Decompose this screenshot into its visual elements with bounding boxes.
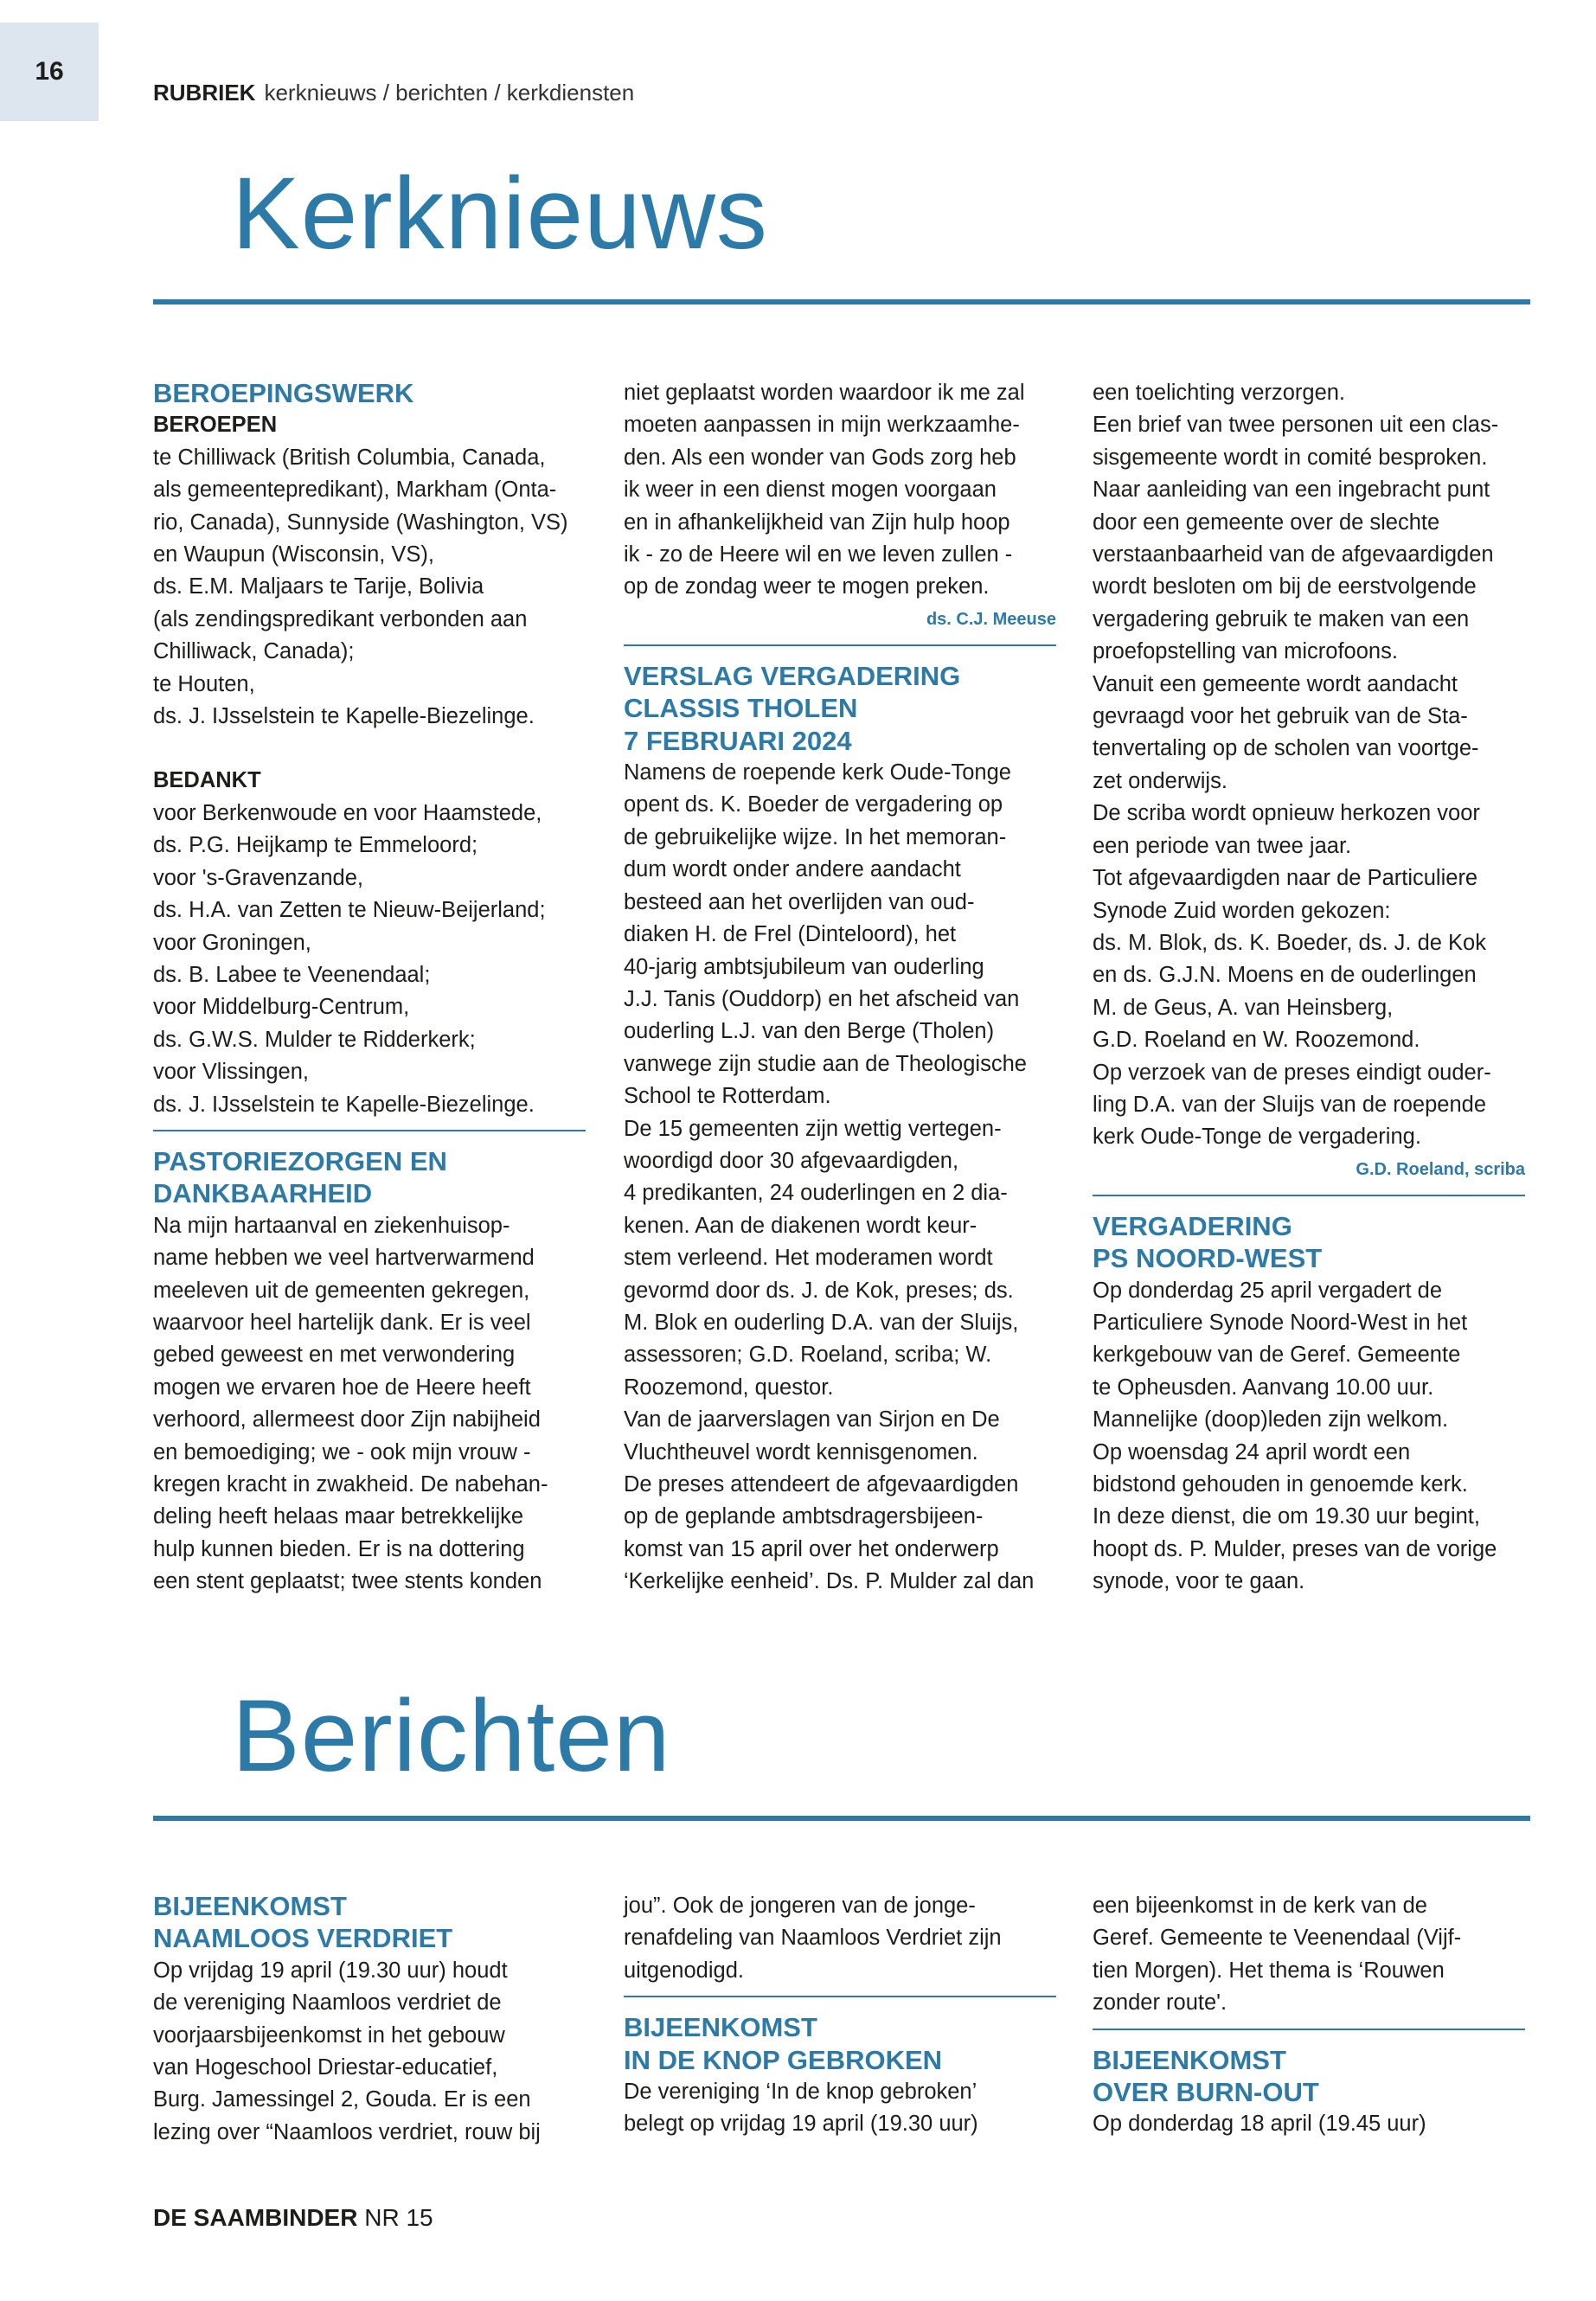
rubriek-header (153, 80, 634, 106)
bedankt-line: voor Berkenwoude en voor Haamstede, (153, 800, 542, 825)
ps-noord-west-line: hoopt ds. P. Mulder, preses van de vorige (1093, 1536, 1497, 1561)
verslag-heading-line: VERSLAG VERGADERING (624, 660, 961, 691)
ps-noord-west-line: kerkgebouw van de Geref. Gemeente (1093, 1343, 1461, 1368)
bedankt-line: ds. G.W.S. Mulder te Ridderkerk; (153, 1027, 476, 1052)
burn-out-heading-line: BIJEENKOMST (1093, 2044, 1286, 2075)
knop-gebroken-line-group (1093, 1890, 1525, 2020)
divider (1093, 2029, 1525, 2030)
pastoriezorgen-line: den. Als een wonder van Gods zorg heb (624, 445, 1016, 470)
pastoriezorgen-line: en bemoediging; we - ook mijn vrouw - (153, 1439, 531, 1465)
beroepen-line: Chilliwack, Canada); (153, 639, 355, 664)
pastoriezorgen-heading-line-group (153, 1145, 586, 1210)
ps-noord-west-line: bidstond gehouden in genoemde kerk. (1093, 1472, 1468, 1497)
beroepingswerk-heading: BEROEPINGSWERK (153, 378, 414, 408)
naamloos-verdriet-heading-line: NAAMLOOS VERDRIET (153, 1923, 453, 1954)
verslag-line-group (624, 757, 1056, 1599)
beroepen-line: ds. J. IJsselstein te Kapelle-Biezelinge. (153, 704, 535, 729)
verslag-line: en ds. G.J.N. Moens en de ouderlingen (1093, 963, 1477, 988)
pastoriezorgen-line: name hebben we veel hartverwarmend (153, 1246, 535, 1271)
knop-gebroken-line: zonder route'. (1093, 1990, 1227, 2016)
verslag-line: Tot afgevaardigden naar de Particuliere (1093, 866, 1478, 891)
knop-gebroken-line: een bijeenkomst in de kerk van de (1093, 1894, 1427, 1918)
verslag-line: School te Rotterdam. (624, 1084, 831, 1109)
beroepen-line: te Chilliwack (British Columbia, Canada, (153, 445, 546, 470)
rubriek-text: kerknieuws / berichten / kerkdiensten (264, 80, 635, 106)
knop-gebroken-heading-line: IN DE KNOP GEBROKEN (624, 2044, 943, 2075)
knop-gebroken-line: tien Morgen). Het thema is ‘Rouwen (1093, 1958, 1445, 1983)
knop-gebroken-line-group (624, 2076, 1056, 2141)
verslag-line: Op verzoek van de preses eindigt ouder- (1093, 1060, 1491, 1085)
verslag-line: door een gemeente over de slechte (1093, 510, 1440, 535)
verslag-line: Een brief van twee personen uit een clas- (1093, 413, 1499, 438)
ps-noord-west-line: Op woensdag 24 april wordt een (1093, 1439, 1411, 1465)
verslag-line: zet onderwijs. (1093, 768, 1227, 793)
pastoriezorgen-line: Na mijn hartaanval en ziekenhuisop- (153, 1213, 510, 1238)
verslag-line: tenvertaling op de scholen van voortge- (1093, 736, 1479, 761)
pastoriezorgen-line: een stent geplaatst; twee stents konden (153, 1569, 542, 1594)
verslag-line-group (1093, 377, 1525, 1154)
naamloos-verdriet-line-group (153, 1955, 586, 2149)
pastoriezorgen-line: kregen kracht in zwakheid. De nabehan- (153, 1472, 548, 1497)
ps-noord-west-line: In deze dienst, die om 19.30 uur begint, (1093, 1504, 1480, 1529)
verslag-line: De 15 gemeenten zijn wettig vertegen- (624, 1116, 1002, 1141)
ps-noord-west-line: Mannelijke (doop)leden zijn welkom. (1093, 1407, 1449, 1433)
pastoriezorgen-heading-line: PASTORIEZORGEN EN (153, 1145, 447, 1176)
verslag-line: komst van 15 april over het onderwerp (624, 1536, 999, 1561)
naamloos-verdriet-line: voorjaarsbijeenkomst in het gebouw (153, 2022, 505, 2048)
verslag-line: Vanuit een gemeente wordt aandacht (1093, 671, 1458, 696)
verslag-line: ling D.A. van der Sluijs van de roepende (1093, 1092, 1487, 1117)
kerknieuws-column-3 (1093, 377, 1525, 1599)
burn-out-line-group (1093, 2108, 1525, 2140)
pastoriezorgen-line: deling heeft helaas maar betrekkelijke (153, 1504, 524, 1529)
bedankt-line: ds. J. IJsselstein te Kapelle-Biezelinge. (153, 1092, 535, 1117)
ps-noord-west-line-group (1093, 1275, 1525, 1599)
berichten-column-2 (624, 1890, 1056, 2141)
pastoriezorgen-line: verhoord, allermeest door Zijn nabijheid (153, 1407, 541, 1433)
verslag-line: ‘Kerkelijke eenheid’. Ds. P. Mulder zal dan (624, 1569, 1035, 1594)
divider (624, 1996, 1056, 1997)
beroepen-line: (als zendingspredikant verbonden aan (153, 606, 528, 631)
verslag-line: Van de jaarverslagen van Sirjon en De (624, 1407, 1000, 1433)
signature-meeuse: ds. C.J. Meeuse (926, 609, 1056, 629)
verslag-line: een toelichting verzorgen. (1093, 381, 1346, 405)
kerknieuws-column-2 (624, 377, 1056, 1599)
naamloos-verdriet-heading-line-group (153, 1890, 586, 1955)
verslag-line: Vluchtheuvel wordt kennisgenomen. (624, 1439, 978, 1465)
verslag-line: assessoren; G.D. Roeland, scriba; W. (624, 1343, 992, 1368)
verslag-line: woordigd door 30 afgevaardigden, (624, 1148, 959, 1173)
verslag-line: diaken H. de Frel (Dinteloord), het (624, 922, 957, 947)
pastoriezorgen-line: ik weer in een dienst mogen voorgaan (624, 478, 997, 503)
verslag-line: besteed aan het overlijden van oud- (624, 889, 975, 914)
beroepen-line: ds. E.M. Maljaars te Tarije, Bolivia (153, 574, 484, 599)
divider (153, 1130, 586, 1131)
kerknieuws-column-1 (153, 377, 586, 1599)
kerknieuws-title: Kerknieuws (232, 157, 768, 271)
verslag-line: wordt besloten om bij de eerstvolgende (1093, 574, 1477, 599)
pastoriezorgen-line: hulp kunnen bieden. Er is na dottering (153, 1536, 525, 1561)
verslag-heading-line-group (624, 660, 1056, 757)
issue-number: NR 15 (364, 2204, 433, 2231)
verslag-line: M. Blok en ouderling D.A. van der Sluijs, (624, 1310, 1019, 1335)
verslag-line: Synode Zuid worden gekozen: (1093, 898, 1391, 923)
naamloos-verdriet-line: lezing over “Naamloos verdriet, rouw bij (153, 2119, 541, 2144)
pastoriezorgen-line: mogen we ervaren hoe de Heere heeft (153, 1375, 531, 1400)
verslag-line: Naar aanleiding van een ingebracht punt (1093, 478, 1490, 503)
pastoriezorgen-line-group (153, 1210, 586, 1599)
ps-noord-west-heading-line: PS NOORD-WEST (1093, 1243, 1323, 1274)
publication-name: DE SAAMBINDER (153, 2204, 358, 2231)
knop-gebroken-heading-line-group (624, 2011, 1056, 2076)
bedankt-line: voor Groningen, (153, 930, 311, 955)
ps-noord-west-line: Op donderdag 25 april vergadert de (1093, 1278, 1443, 1303)
footer (153, 2204, 433, 2232)
verslag-line: gevormd door ds. J. de Kok, preses; ds. (624, 1278, 1014, 1303)
bedankt-line-group (153, 798, 586, 1121)
burn-out-heading-line: OVER BURN-OUT (1093, 2077, 1319, 2108)
naamloos-verdriet-line: Op vrijdag 19 april (19.30 uur) houdt (153, 1958, 508, 1983)
pastoriezorgen-line-group (624, 377, 1056, 604)
verslag-line: gevraagd voor het gebruik van de Sta- (1093, 704, 1468, 729)
divider (624, 644, 1056, 646)
verslag-line: M. de Geus, A. van Heinsberg, (1093, 995, 1394, 1020)
pastoriezorgen-line: niet geplaatst worden waardoor ik me zal (624, 381, 1025, 405)
verslag-line: de gebruikelijke wijze. In het memoran- (624, 824, 1007, 849)
page-number: 16 (0, 22, 99, 121)
naamloos-verdriet-heading-line: BIJEENKOMST (153, 1891, 347, 1921)
pastoriezorgen-line: gebed geweest en met verwondering (153, 1343, 516, 1368)
kerknieuws-rule (153, 299, 1530, 304)
verslag-line: sisgemeente wordt in comité besproken. (1093, 445, 1488, 470)
pastoriezorgen-line: moeten aanpassen in mijn werkzaamhe- (624, 413, 1020, 438)
burn-out-heading-line-group (1093, 2044, 1525, 2109)
ps-noord-west-line: Particuliere Synode Noord-West in het (1093, 1310, 1468, 1335)
bedankt-line: ds. P.G. Heijkamp te Emmeloord; (153, 833, 478, 858)
verslag-line: G.D. Roeland en W. Roozemond. (1093, 1028, 1420, 1053)
knop-gebroken-line: Geref. Gemeente te Veenendaal (Vijf- (1093, 1926, 1462, 1951)
verslag-heading-line: CLASSIS THOLEN (624, 693, 858, 724)
ps-noord-west-line: synode, voor te gaan. (1093, 1569, 1305, 1594)
verslag-line: vanwege zijn studie aan de Theologische (624, 1051, 1027, 1076)
naamloos-verdriet-line: Burg. Jamessingel 2, Gouda. Er is een (153, 2087, 531, 2112)
ps-noord-west-heading-line-group (1093, 1210, 1525, 1275)
berichten-column-3 (1093, 1890, 1525, 2141)
verslag-line: ouderling L.J. van den Berge (Tholen) (624, 1019, 995, 1044)
verslag-line: ds. M. Blok, ds. K. Boeder, ds. J. de Kok (1093, 930, 1486, 955)
beroepen-line: rio, Canada), Sunnyside (Washington, VS) (153, 510, 568, 535)
rubriek-label: RUBRIEK (153, 80, 256, 106)
beroepen-line: als gemeentepredikant), Markham (Onta- (153, 478, 557, 503)
verslag-line: op de geplande ambtsdragersbijeen- (624, 1504, 984, 1529)
verslag-line: 4 predikanten, 24 ouderlingen en 2 dia- (624, 1181, 1008, 1206)
verslag-heading-line: 7 FEBRUARI 2024 (624, 725, 852, 756)
beroepen-line: te Houten, (153, 671, 255, 696)
burn-out-line: Op donderdag 18 april (19.45 uur) (1093, 2112, 1426, 2137)
pastoriezorgen-line: ik - zo de Heere wil en we leven zullen - (624, 542, 1013, 567)
verslag-line: De scriba wordt opnieuw herkozen voor (1093, 801, 1480, 826)
beroepen-label: BEROEPEN (153, 413, 278, 438)
verslag-line: opent ds. K. Boeder de vergadering op (624, 792, 1003, 817)
knop-gebroken-line: belegt op vrijdag 19 april (19.30 uur) (624, 2112, 978, 2137)
pastoriezorgen-line: waarvoor heel hartelijk dank. Er is veel (153, 1310, 531, 1335)
verslag-line: Roozemond, questor. (624, 1375, 834, 1400)
pastoriezorgen-line: en in afhankelijkheid van Zijn hulp hoop (624, 510, 1010, 535)
pastoriezorgen-line: op de zondag weer te mogen preken. (624, 574, 990, 599)
bedankt-label: BEDANKT (153, 768, 261, 793)
bedankt-line: ds. B. Labee te Veenendaal; (153, 962, 431, 987)
naamloos-verdriet-line: van Hogeschool Driestar-educatief, (153, 2055, 498, 2080)
knop-gebroken-line: De vereniging ‘In de knop gebroken’ (624, 2080, 977, 2105)
verslag-line: proefopstelling van microfoons. (1093, 639, 1398, 664)
naamloos-verdriet-line: de vereniging Naamloos verdriet de (153, 1990, 502, 2016)
naamloos-verdriet-line: jou”. Ook de jongeren van de jonge- (624, 1894, 976, 1918)
verslag-line: 40-jarig ambtsjubileum van ouderling (624, 954, 984, 979)
beroepen-line: en Waupun (Wisconsin, VS), (153, 542, 435, 567)
bedankt-line: voor 's-Gravenzande, (153, 865, 363, 890)
berichten-rule (153, 1816, 1530, 1821)
verslag-line: stem verleend. Het moderamen wordt (624, 1246, 993, 1271)
pastoriezorgen-line: meeleven uit de gemeenten gekregen, (153, 1278, 530, 1303)
ps-noord-west-heading-line: VERGADERING (1093, 1210, 1292, 1241)
verslag-line: De preses attendeert de afgevaardigden (624, 1472, 1019, 1497)
verslag-line: dum wordt onder andere aandacht (624, 857, 961, 882)
ps-noord-west-line: te Opheusden. Aanvang 10.00 uur. (1093, 1375, 1434, 1400)
bedankt-line: voor Middelburg-Centrum, (153, 995, 410, 1020)
naamloos-verdriet-line: uitgenodigd. (624, 1958, 744, 1983)
beroepen-line-group (153, 442, 586, 734)
divider (1093, 1195, 1525, 1196)
verslag-line: een periode van twee jaar. (1093, 833, 1352, 858)
verslag-line: J.J. Tanis (Ouddorp) en het afscheid van (624, 986, 1020, 1011)
bedankt-line: ds. H.A. van Zetten te Nieuw-Beijerland; (153, 898, 546, 923)
verslag-line: Namens de roepende kerk Oude-Tonge (624, 760, 1011, 785)
knop-gebroken-heading-line: BIJEENKOMST (624, 2012, 817, 2043)
signature-roeland: G.D. Roeland, scriba (1356, 1159, 1525, 1179)
naamloos-verdriet-line: renafdeling van Naamloos Verdriet zijn (624, 1926, 1002, 1951)
verslag-line: vergadering gebruik te maken van een (1093, 606, 1470, 631)
verslag-line: kerk Oude-Tonge de vergadering. (1093, 1125, 1421, 1150)
verslag-line: kenen. Aan de diakenen wordt keur- (624, 1213, 977, 1238)
bedankt-line: voor Vlissingen, (153, 1060, 310, 1085)
berichten-title: Berichten (232, 1679, 671, 1793)
naamloos-verdriet-line-group (624, 1890, 1056, 1987)
berichten-column-1 (153, 1890, 586, 2149)
verslag-line: verstaanbaarheid van de afgevaardigden (1093, 542, 1494, 567)
pastoriezorgen-heading-line: DANKBAARHEID (153, 1178, 373, 1209)
